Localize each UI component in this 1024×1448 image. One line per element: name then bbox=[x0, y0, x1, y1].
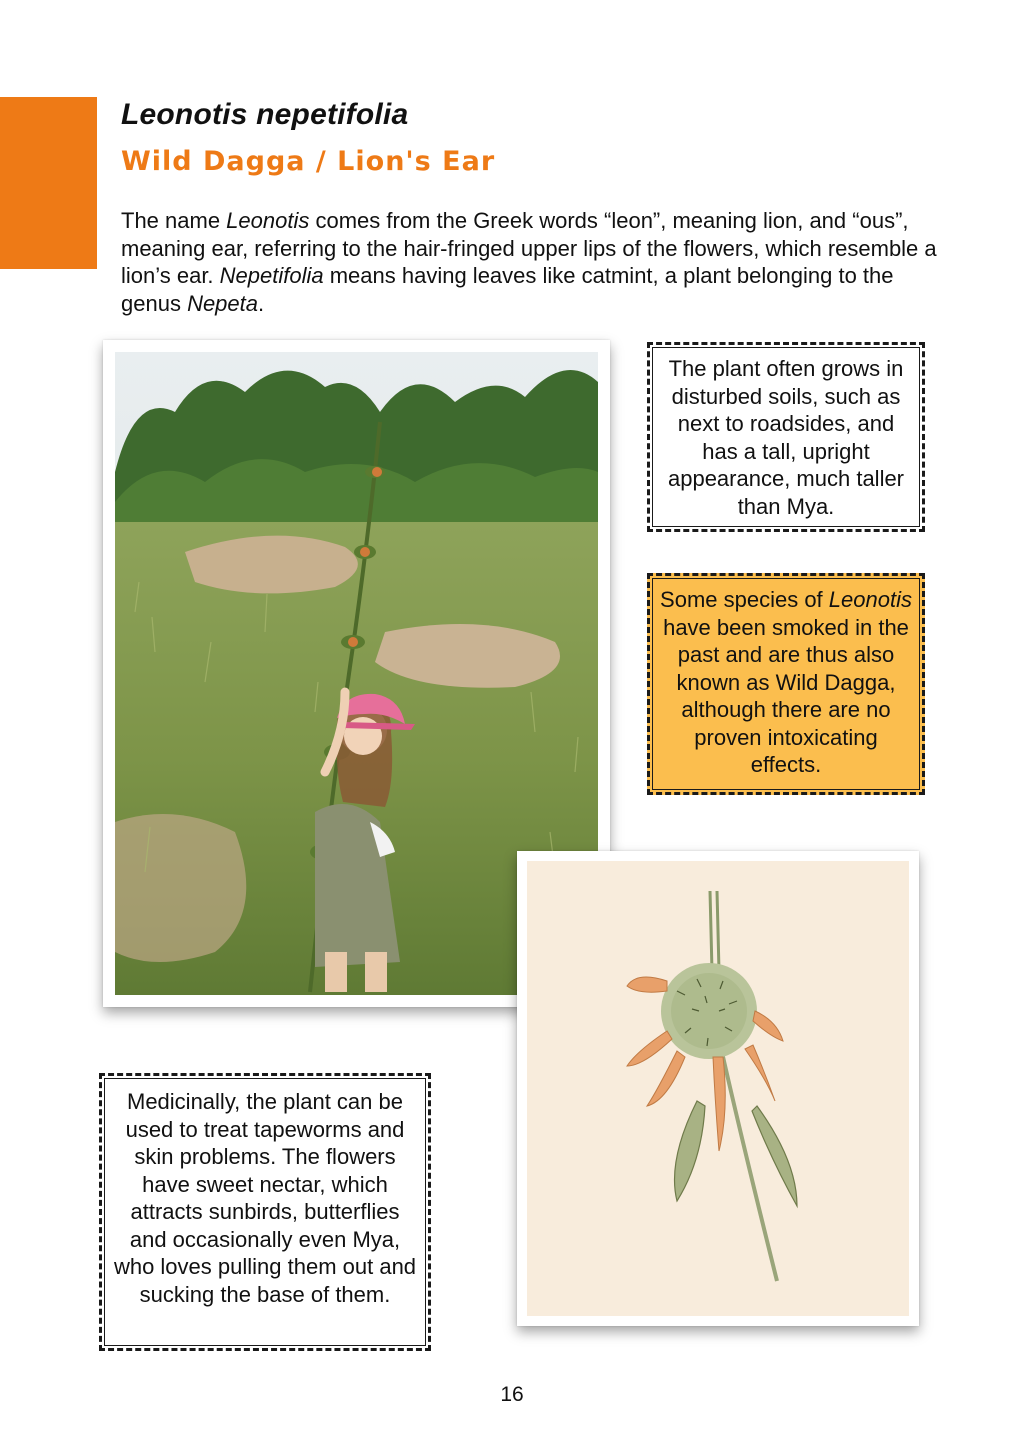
page-number: 16 bbox=[500, 1383, 524, 1406]
note-medicinal-text: Medicinally, the plant can be used to treat tapeworms and skin problems. The flowers have sweet nectar, which attracts sunbirds, butterflies and occasionally even Mya, who loves pulling them out and sucking the base of them. bbox=[113, 1089, 417, 1307]
illustration-image bbox=[527, 861, 909, 1316]
intro-paragraph: The name Leonotis comes from the Greek words “leon”, meaning lion, and “ous”, meaning ear, referring to the hair-fringed upper lips of the flowers, which resemble a lion’s ear. Nepetifolia means having leaves like catmint, a plant belonging to the genus Nepeta. bbox=[121, 208, 937, 316]
flower-illustration bbox=[517, 851, 919, 1326]
page-title: Leonotis nepetifolia bbox=[121, 98, 409, 131]
note-growth bbox=[647, 342, 925, 532]
accent-bar bbox=[0, 97, 97, 269]
note-growth-text: The plant often grows in disturbed soils, such as next to roadsides, and has a tall, upright appearance, much taller than Mya. bbox=[667, 356, 905, 519]
note-species-text: Some species of Leonotis have been smoked in the past and are thus also known as Wild Dagga, although there are no proven intoxicating effects. bbox=[660, 587, 912, 777]
page-subtitle: Wild Dagga / Lion's Ear bbox=[121, 146, 496, 177]
note-medicinal bbox=[99, 1073, 431, 1351]
note-species bbox=[647, 573, 925, 795]
